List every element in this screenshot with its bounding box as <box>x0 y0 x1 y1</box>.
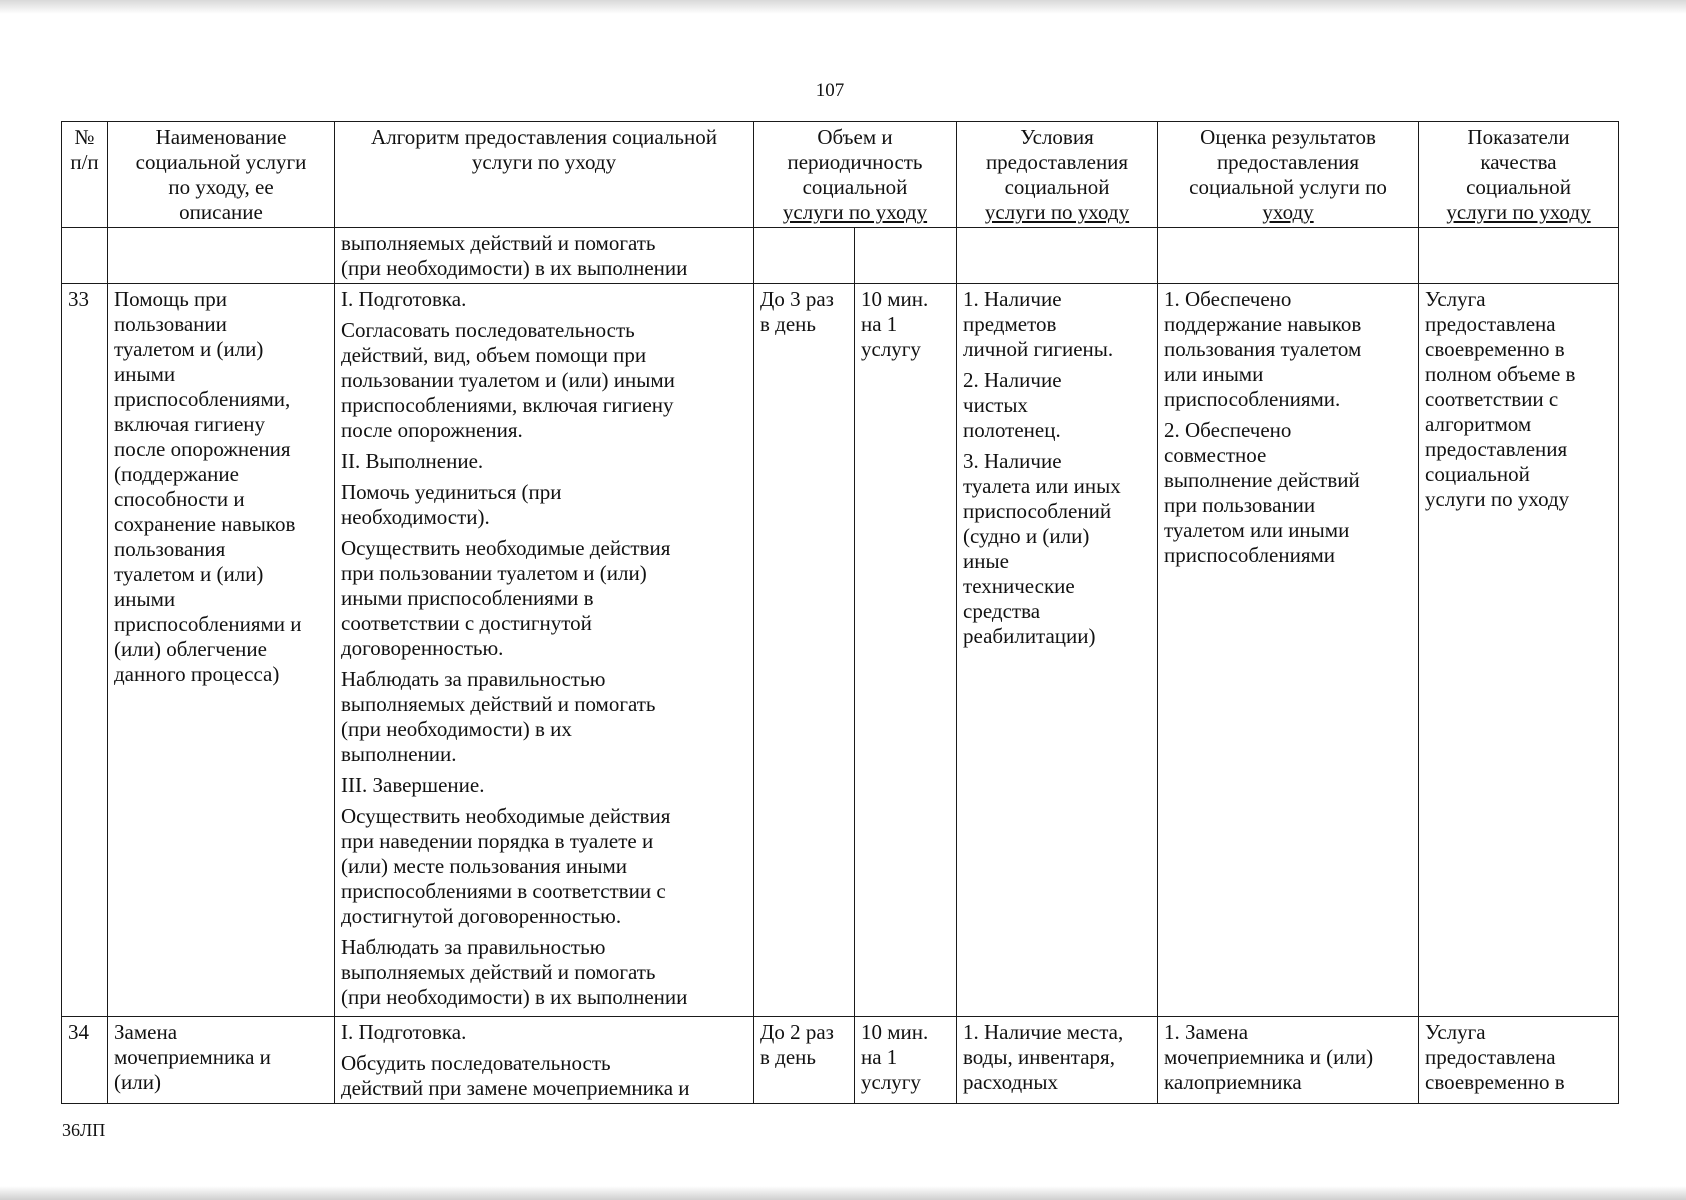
text-line: достигнутой договоренностью. <box>341 904 622 928</box>
row33-volume <box>754 284 855 1017</box>
text-line: на 1 <box>861 312 898 336</box>
text-line: услуги по уходу <box>1425 487 1570 511</box>
text-line: пользовании туалетом и (или) иными <box>341 368 675 392</box>
col-header-algorithm <box>335 122 754 228</box>
text-line: пользовании <box>114 312 227 336</box>
text-line: личной гигиены. <box>963 337 1114 361</box>
text-line: социальной <box>802 175 908 199</box>
text-line: выполняемых действий и помогать <box>341 231 656 255</box>
scan-edge-top <box>0 0 1686 14</box>
text-line: при наведении порядка в туалете и <box>341 829 654 853</box>
text-line: Услуга <box>1425 1020 1486 1044</box>
text-line: Услуга <box>1425 287 1486 311</box>
row34-evaluation <box>1158 1017 1419 1104</box>
text-line: предоставления <box>985 150 1129 174</box>
text-line: (или) <box>114 1070 161 1094</box>
col-header-quality <box>1419 122 1619 228</box>
text-line: алгоритмом <box>1425 412 1532 436</box>
text-line: Помощь при <box>114 287 228 311</box>
text-line: 3. Наличие <box>963 449 1062 473</box>
text-line: Условия <box>1020 125 1094 149</box>
text-line: 10 мин. <box>861 287 929 311</box>
text-line: социальной <box>1466 175 1571 199</box>
text-line: воды, инвентаря, <box>963 1045 1115 1069</box>
col-header-name <box>108 122 335 228</box>
text-line: пользования туалетом <box>1164 337 1362 361</box>
cont-conditions-cell <box>957 228 1158 284</box>
text-line: (или) облегчение <box>114 637 267 661</box>
text-line: Объем и <box>817 125 893 149</box>
text-line: приспособлениями и <box>114 612 302 636</box>
paragraph <box>341 667 747 767</box>
text-line: 2. Обеспечено <box>1164 418 1292 442</box>
table-row-33 <box>62 284 1619 1017</box>
paragraph <box>341 480 747 530</box>
text-line: приспособлений <box>963 499 1112 523</box>
cont-algorithm-cell <box>335 228 754 284</box>
text-line: предоставления <box>1425 437 1568 461</box>
paragraph <box>341 449 747 474</box>
row33-algorithm <box>335 284 754 1017</box>
text-line: Помочь уединиться (при <box>341 480 562 504</box>
text-line: услугу <box>861 337 921 361</box>
text-line: калоприемника <box>1164 1070 1302 1094</box>
text-line: включая гигиену <box>114 412 266 436</box>
text-line: или иными <box>1164 362 1264 386</box>
row34-quality <box>1419 1017 1619 1104</box>
text-line: иными приспособлениями в <box>341 586 594 610</box>
cont-period-cell <box>855 228 957 284</box>
text-line: II. Выполнение. <box>341 449 484 473</box>
text-line: поддержание навыков <box>1164 312 1362 336</box>
text-line: 1. Замена <box>1164 1020 1249 1044</box>
text-line: приспособлениями, <box>114 387 291 411</box>
text-line: услуги по уходу <box>782 200 928 224</box>
text-line: сохранение навыков <box>114 512 296 536</box>
text-line: социальной <box>1004 175 1110 199</box>
row33-conditions <box>957 284 1158 1017</box>
paragraph <box>1164 287 1412 412</box>
header-row <box>62 122 1619 228</box>
row33-service-name <box>108 284 335 1017</box>
text-line: предоставления <box>1216 150 1360 174</box>
text-line: (или) месте пользования иными <box>341 854 628 878</box>
text-line: после опорожнения <box>114 437 291 461</box>
services-table <box>61 121 1619 1104</box>
text-line: приспособлениями <box>1164 543 1336 567</box>
text-line: Осуществить необходимые действия <box>341 804 671 828</box>
text-line: Оценка результатов <box>1200 125 1376 149</box>
text-line: действий при замене мочеприемника и <box>341 1076 690 1100</box>
text-line: совместное <box>1164 443 1267 467</box>
text-line: договоренностью. <box>341 636 504 660</box>
text-line: Наименование <box>155 125 287 149</box>
row33-quality <box>1419 284 1619 1017</box>
col-header-evaluation <box>1158 122 1419 228</box>
text-line: способности и <box>114 487 245 511</box>
text-line: соответствии с <box>1425 387 1559 411</box>
text-line: по уходу, ее <box>168 175 274 199</box>
text-line: в день <box>760 1045 816 1069</box>
text-line: п/п <box>70 150 99 174</box>
text-line: Наблюдать за правильностью <box>341 667 606 691</box>
text-line: туалетом или иными <box>1164 518 1350 542</box>
text-line: выполняемых действий и помогать <box>341 960 656 984</box>
paragraph <box>341 287 747 312</box>
text-line: соответствии с достигнутой <box>341 611 592 635</box>
text-line: после опорожнения. <box>341 418 523 442</box>
text-line: До 3 раз <box>760 287 834 311</box>
row33-evaluation <box>1158 284 1419 1017</box>
text-line: (при необходимости) в их выполнении <box>341 256 688 280</box>
text-line: Согласовать последовательность <box>341 318 635 342</box>
text-line: приспособлениями в соответствии с <box>341 879 666 903</box>
paragraph <box>341 804 747 929</box>
row34-service-name <box>108 1017 335 1104</box>
scan-edge-bottom <box>0 1186 1686 1200</box>
cont-volume-cell <box>754 228 855 284</box>
paragraph <box>341 318 747 443</box>
text-line: пользования <box>114 537 226 561</box>
paragraph <box>341 1051 747 1101</box>
paragraph <box>963 368 1151 443</box>
row33-period <box>855 284 957 1017</box>
row34-algorithm <box>335 1017 754 1104</box>
paragraph <box>341 935 747 1010</box>
text-line: средства <box>963 599 1041 623</box>
text-line: 2. Наличие <box>963 368 1062 392</box>
paragraph <box>963 287 1151 362</box>
text-line: (при необходимости) в их <box>341 717 572 741</box>
text-line: выполнение действий <box>1164 468 1360 492</box>
table-row-continuation <box>62 228 1619 284</box>
text-line: социальной <box>1425 462 1530 486</box>
text-line: I. Подготовка. <box>341 287 467 311</box>
text-line: социальной услуги по <box>1189 175 1387 199</box>
text-line: I. Подготовка. <box>341 1020 467 1044</box>
row34-number: 34 <box>62 1017 108 1104</box>
page-number: 107 <box>815 80 845 101</box>
text-line: (судно и (или) <box>963 524 1090 548</box>
text-line: социальной услуги <box>135 150 307 174</box>
text-line: своевременно в <box>1425 1070 1565 1094</box>
text-line: расходных <box>963 1070 1059 1094</box>
text-line: иные <box>963 549 1009 573</box>
paragraph <box>341 1020 747 1045</box>
text-line: выполнении. <box>341 742 457 766</box>
text-line: (при необходимости) в их выполнении <box>341 985 688 1009</box>
text-line: необходимости). <box>341 505 490 529</box>
text-line: реабилитации) <box>963 624 1096 648</box>
text-line: III. Завершение. <box>341 773 485 797</box>
text-line: услуги по уходу <box>984 200 1130 224</box>
text-line: приспособлениями, включая гигиену <box>341 393 674 417</box>
text-line: Наблюдать за правильностью <box>341 935 606 959</box>
text-line: предоставлена <box>1425 1045 1556 1069</box>
text-line: Алгоритм предоставления социальной <box>371 125 717 149</box>
text-line: при пользовании <box>1164 493 1316 517</box>
text-line: предметов <box>963 312 1057 336</box>
paragraph <box>963 449 1151 649</box>
text-line: выполняемых действий и помогать <box>341 692 656 716</box>
paragraph <box>341 536 747 661</box>
text-line: услуги по уходу <box>1446 200 1591 224</box>
text-line: туалета или иных <box>963 474 1121 498</box>
text-line: уходу <box>1262 200 1314 224</box>
text-line: на 1 <box>861 1045 898 1069</box>
text-line: туалетом и (или) <box>114 337 264 361</box>
col-header-volume <box>754 122 957 228</box>
text-line: технические <box>963 574 1075 598</box>
text-line: 1. Наличие места, <box>963 1020 1124 1044</box>
row34-volume <box>754 1017 855 1104</box>
text-line: 1. Наличие <box>963 287 1062 311</box>
table-row-34 <box>62 1017 1619 1104</box>
text-line: описание <box>179 200 263 224</box>
cont-evaluation-cell <box>1158 228 1419 284</box>
text-line: Обсудить последовательность <box>341 1051 611 1075</box>
text-line: качества <box>1480 150 1557 174</box>
row34-period <box>855 1017 957 1104</box>
text-line: туалетом и (или) <box>114 562 264 586</box>
cont-name-cell <box>108 228 335 284</box>
text-line: полном объеме в <box>1425 362 1576 386</box>
row33-number: 33 <box>62 284 108 1017</box>
text-line: 1. Обеспечено <box>1164 287 1292 311</box>
row34-conditions <box>957 1017 1158 1104</box>
text-line: (поддержание <box>114 462 239 486</box>
text-line: при пользовании туалетом и (или) <box>341 561 647 585</box>
text-line: чистых <box>963 393 1028 417</box>
col-header-conditions <box>957 122 1158 228</box>
text-line: данного процесса) <box>114 662 280 686</box>
cont-number-cell <box>62 228 108 284</box>
text-line: мочеприемника и (или) <box>1164 1045 1374 1069</box>
text-line: услугу <box>861 1070 921 1094</box>
text-line: действий, вид, объем помощи при <box>341 343 647 367</box>
text-line: своевременно в <box>1425 337 1565 361</box>
text-line: Показатели <box>1467 125 1570 149</box>
text-line: услуги по уходу <box>471 150 617 174</box>
text-line: Осуществить необходимые действия <box>341 536 671 560</box>
text-line: мочеприемника и <box>114 1045 271 1069</box>
document-code: 36ЛП <box>62 1120 106 1140</box>
paragraph <box>341 773 747 798</box>
text-line: полотенец. <box>963 418 1061 442</box>
text-line: приспособлениями. <box>1164 387 1341 411</box>
text-line: № <box>74 125 95 149</box>
text-line: иными <box>114 362 176 386</box>
text-line: До 2 раз <box>760 1020 834 1044</box>
text-line: Замена <box>114 1020 178 1044</box>
text-line: предоставлена <box>1425 312 1556 336</box>
paragraph <box>1164 418 1412 568</box>
col-header-number <box>62 122 108 228</box>
text-line: иными <box>114 587 176 611</box>
text-line: 10 мин. <box>861 1020 929 1044</box>
text-line: в день <box>760 312 816 336</box>
cont-quality-cell <box>1419 228 1619 284</box>
text-line: периодичность <box>787 150 923 174</box>
